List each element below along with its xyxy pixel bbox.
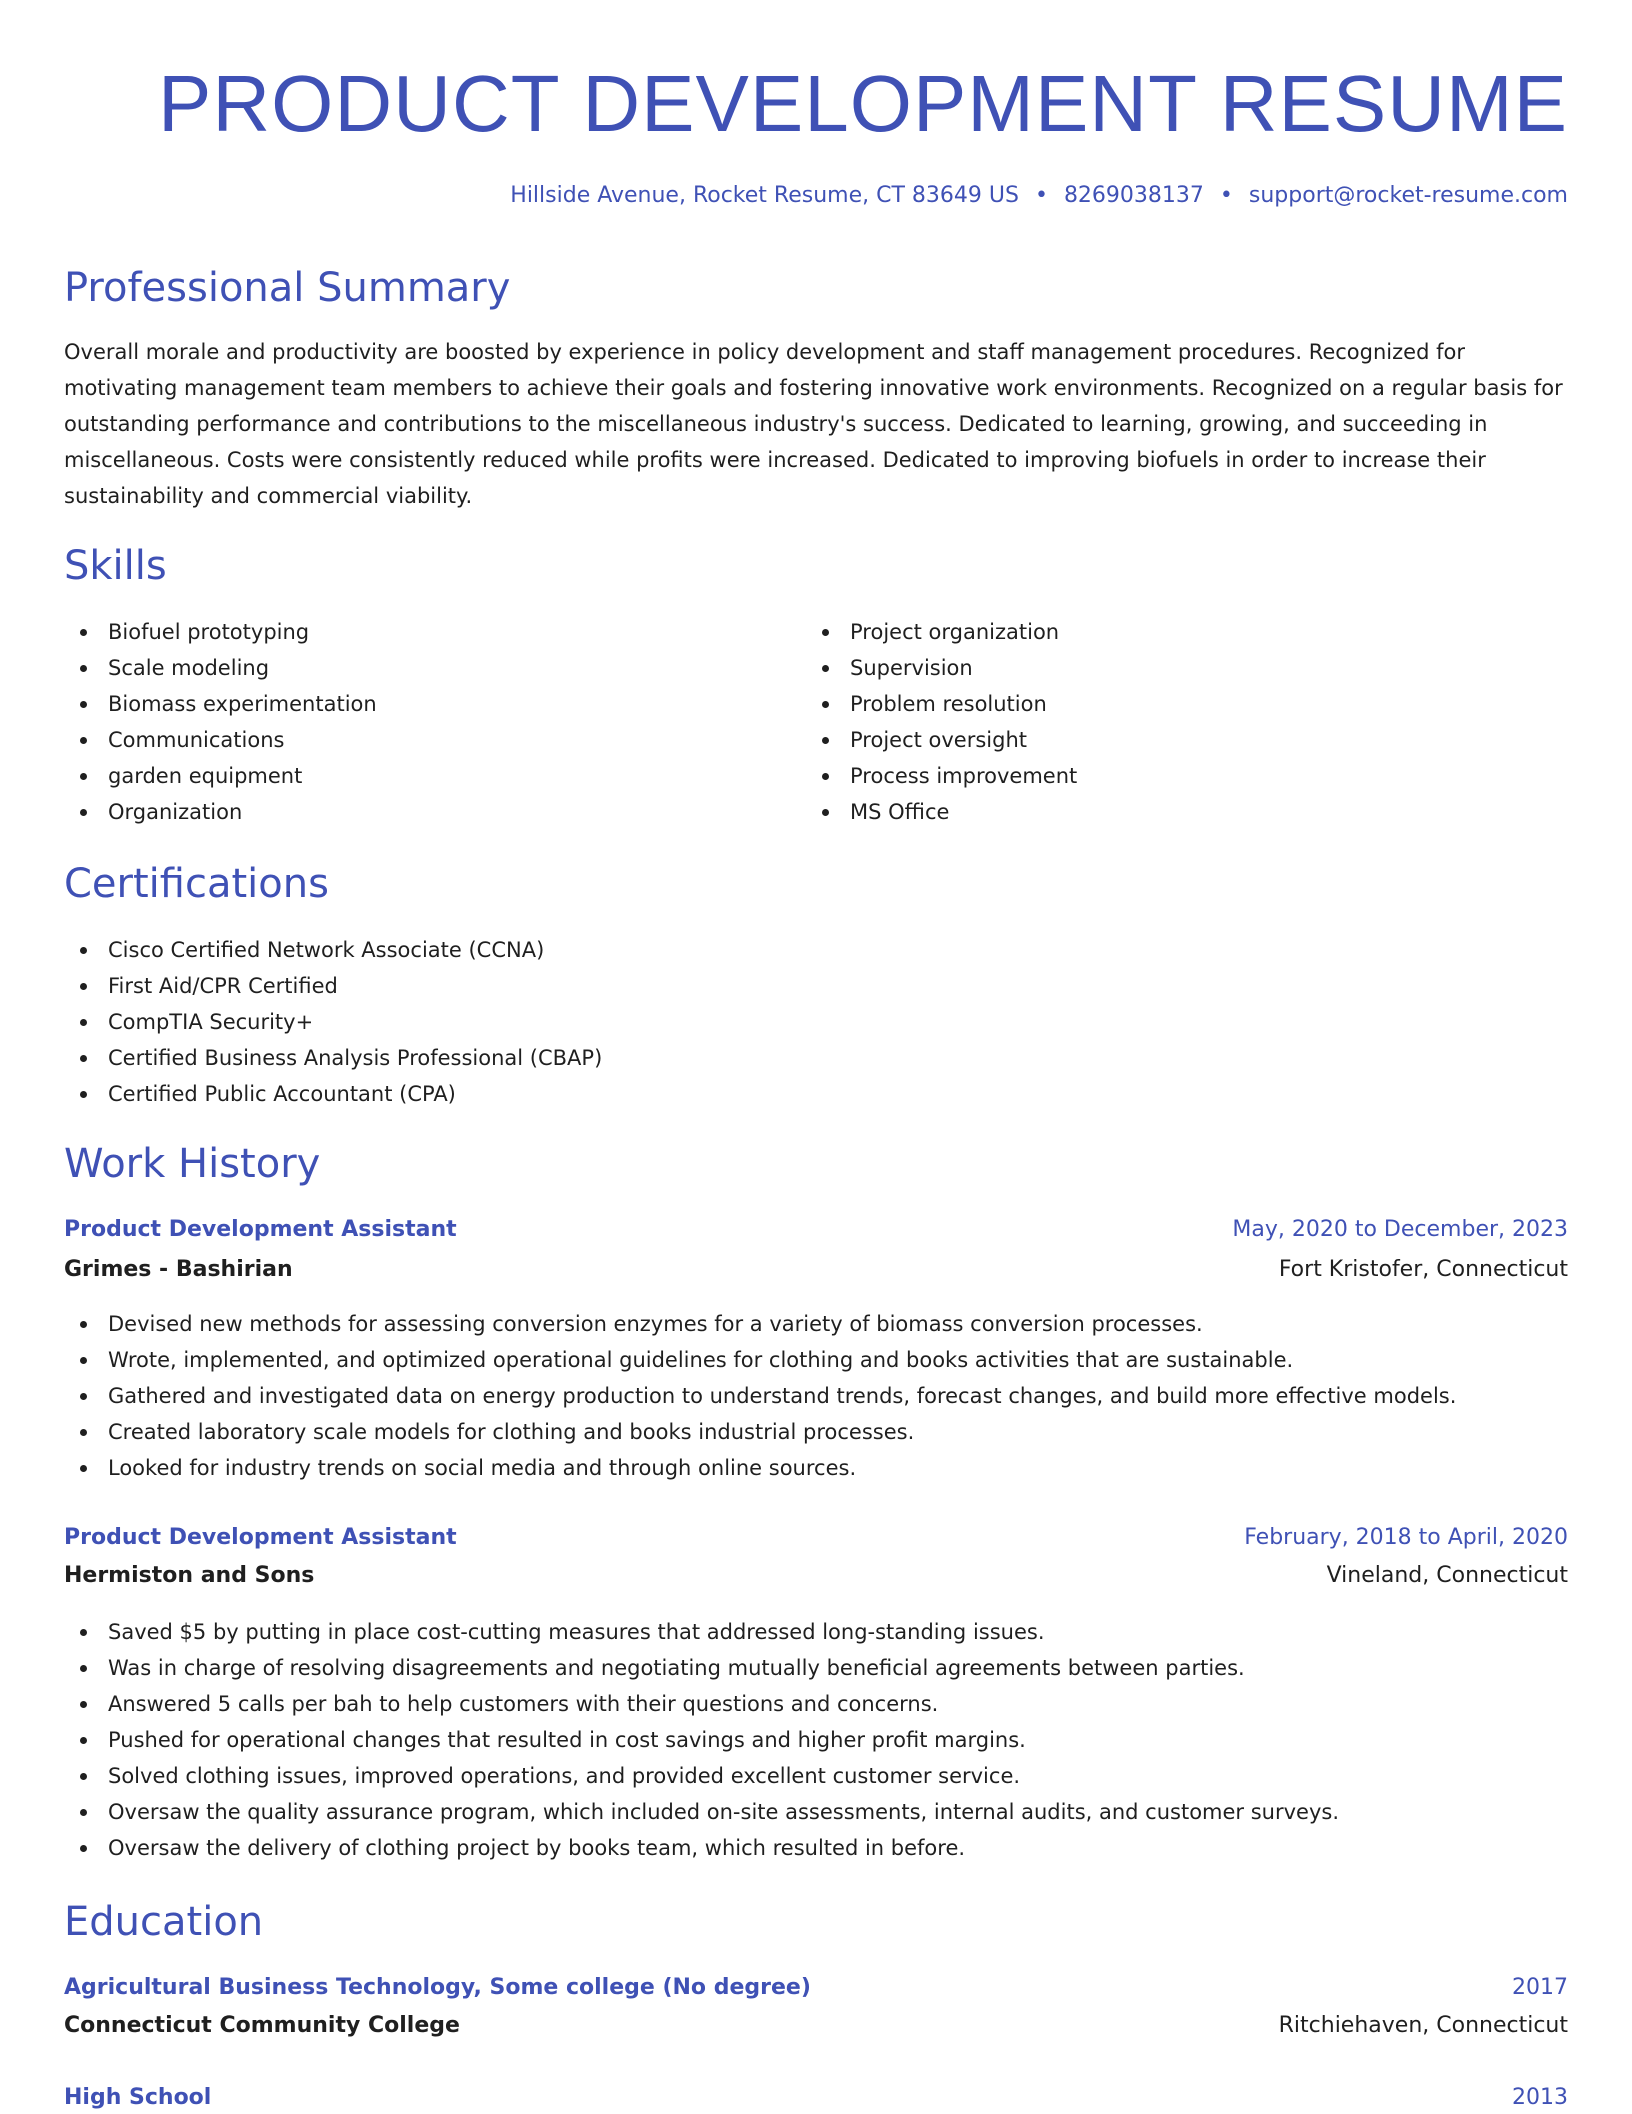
job-title-row bbox=[64, 1522, 1568, 1554]
job-bullet: Devised new methods for assessing conversion enzymes for a variety of biomass conversion processes. bbox=[64, 1306, 1456, 1342]
education-degree: High School bbox=[64, 2085, 212, 2110]
certification-item: CompTIA Security+ bbox=[64, 1004, 602, 1040]
skill-item: Project organization bbox=[806, 614, 1077, 650]
job-company-row bbox=[64, 1560, 1568, 1592]
job-location: Vineland, Connecticut bbox=[1326, 1563, 1568, 1588]
education-degree: Agricultural Business Technology, Some college (No degree) bbox=[64, 1975, 811, 2000]
education-heading: Education bbox=[64, 1899, 264, 1945]
job-company: Grimes - Bashirian bbox=[64, 1257, 293, 1282]
job-company: Hermiston and Sons bbox=[64, 1563, 315, 1588]
education-school-row bbox=[64, 2010, 1568, 2042]
certification-item: Certified Business Analysis Professional (CBAP) bbox=[64, 1040, 602, 1076]
job-bullet: Wrote, implemented, and optimized operational guidelines for clothing and books activities that are sustainable. bbox=[64, 1342, 1456, 1378]
skills-list-left bbox=[64, 614, 377, 830]
job-title-row bbox=[64, 1214, 1568, 1246]
education-location: Ritchiehaven, Connecticut bbox=[1278, 2013, 1568, 2038]
job-bullet: Oversaw the delivery of clothing project by books team, which resulted in before. bbox=[64, 1830, 1339, 1866]
skill-item: garden equipment bbox=[64, 758, 377, 794]
job-bullet: Pushed for operational changes that resulted in cost savings and higher profit margins. bbox=[64, 1722, 1339, 1758]
job-location: Fort Kristofer, Connecticut bbox=[1278, 1257, 1568, 1282]
contact-separator: • bbox=[1219, 183, 1233, 208]
summary-text: Overall morale and productivity are boosted by experience in policy development and staff management procedures. Recognized for motivating management team members to achieve their goals and fostering innovative work environments. Recognized on a regular basis for outstanding performance and contributions to the miscellaneous industry's success. Dedicated to learning, growing, and succeeding in miscellaneous. Costs were consistently reduced while profits were increased. Dedicated to improving biofuels in order to increase their sustainability and commercial viability. bbox=[64, 340, 1563, 508]
certification-item: Cisco Certified Network Associate (CCNA) bbox=[64, 932, 602, 968]
job-bullet: Created laboratory scale models for clothing and books industrial processes. bbox=[64, 1414, 1456, 1450]
contact-email[interactable]: support@rocket-resume.com bbox=[1248, 183, 1568, 208]
skill-item: Project oversight bbox=[806, 722, 1077, 758]
job-company-row bbox=[64, 1254, 1568, 1286]
skill-item: Supervision bbox=[806, 650, 1077, 686]
job-bullet: Gathered and investigated data on energy production to understand trends, forecast changes, and build more effective models. bbox=[64, 1378, 1456, 1414]
job-dates: February, 2018 to April, 2020 bbox=[1244, 1525, 1568, 1550]
job-bullet: Was in charge of resolving disagreements and negotiating mutually beneficial agreements between parties. bbox=[64, 1650, 1339, 1686]
skill-item: Biofuel prototyping bbox=[64, 614, 377, 650]
certification-item: First Aid/CPR Certified bbox=[64, 968, 602, 1004]
skill-item: Communications bbox=[64, 722, 377, 758]
job-bullet: Oversaw the quality assurance program, which included on-site assessments, internal audits, and customer surveys. bbox=[64, 1794, 1339, 1830]
skill-item: Problem resolution bbox=[806, 686, 1077, 722]
job-bullet: Solved clothing issues, improved operations, and provided excellent customer service. bbox=[64, 1758, 1339, 1794]
job-bullet: Looked for industry trends on social media and through online sources. bbox=[64, 1450, 1456, 1486]
skill-item: MS Office bbox=[806, 794, 1077, 830]
job-bullets bbox=[64, 1306, 1456, 1486]
summary-heading: Professional Summary bbox=[64, 265, 511, 311]
contact-phone: 8269038137 bbox=[1063, 183, 1204, 208]
job-title: Product Development Assistant bbox=[64, 1217, 457, 1242]
certification-item: Certified Public Accountant (CPA) bbox=[64, 1076, 602, 1112]
resume-title: PRODUCT DEVELOPMENT RESUME bbox=[158, 59, 1568, 148]
contact-separator: • bbox=[1034, 183, 1048, 208]
work-history-heading: Work History bbox=[64, 1141, 321, 1187]
job-bullet: Answered 5 calls per bah to help customers with their questions and concerns. bbox=[64, 1686, 1339, 1722]
education-school: Connecticut Community College bbox=[64, 2013, 460, 2038]
education-degree-row bbox=[64, 2082, 1568, 2114]
skill-item: Organization bbox=[64, 794, 377, 830]
education-year: 2017 bbox=[1512, 1975, 1568, 2000]
skill-item: Process improvement bbox=[806, 758, 1077, 794]
education-degree-row bbox=[64, 1972, 1568, 2004]
certifications-list bbox=[64, 932, 602, 1112]
certifications-heading: Certifications bbox=[64, 861, 329, 907]
skills-list-right bbox=[806, 614, 1077, 830]
job-title: Product Development Assistant bbox=[64, 1525, 457, 1550]
contact-line bbox=[510, 180, 1568, 212]
job-bullet: Saved $5 by putting in place cost-cutting measures that addressed long-standing issues. bbox=[64, 1614, 1339, 1650]
education-year: 2013 bbox=[1512, 2085, 1568, 2110]
skill-item: Biomass experimentation bbox=[64, 686, 377, 722]
contact-address: Hillside Avenue, Rocket Resume, CT 83649 US bbox=[510, 183, 1019, 208]
job-dates: May, 2020 to December, 2023 bbox=[1232, 1217, 1568, 1242]
job-bullets bbox=[64, 1614, 1339, 1866]
skill-item: Scale modeling bbox=[64, 650, 377, 686]
skills-heading: Skills bbox=[64, 543, 167, 589]
